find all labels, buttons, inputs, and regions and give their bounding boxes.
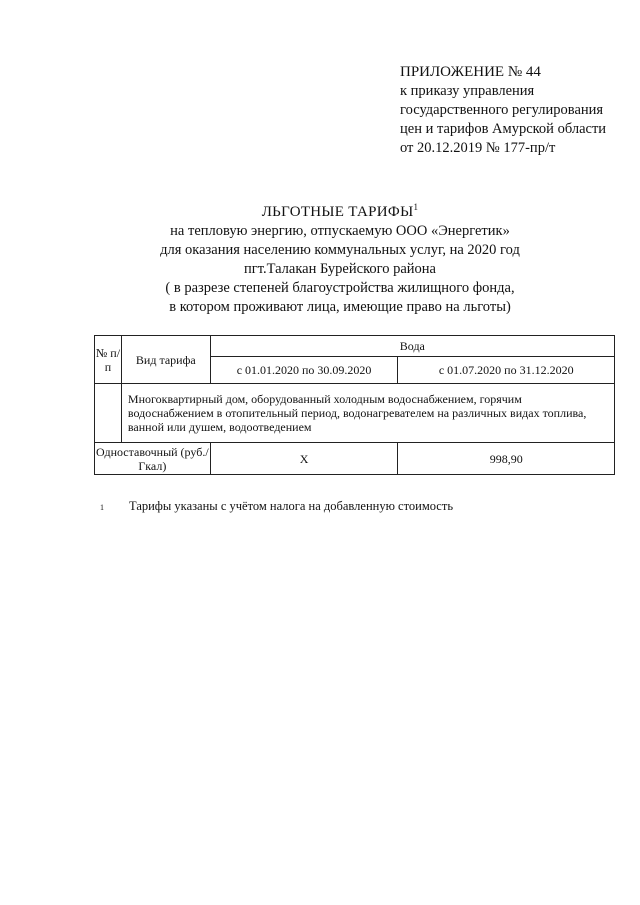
heading-line: для оказания населению коммунальных услуг, на 2020 год — [160, 242, 520, 258]
appendix-line: от 20.12.2019 № 177-пр/т — [400, 140, 556, 156]
empty-number-cell — [95, 384, 122, 443]
table-row — [95, 443, 615, 475]
tariff-type-cell: Одноставочный (руб./Гкал) — [95, 444, 209, 473]
appendix-line: к приказу управления — [400, 83, 535, 99]
title-footnote-ref: 1 — [413, 202, 419, 212]
header-period-2-cell: с 01.07.2020 по 31.12.2020 — [398, 357, 615, 384]
tariff-table — [94, 335, 615, 475]
heading-line: ( в разрезе степеней благоустройства жилищного фонда, — [165, 280, 515, 296]
table-header-row — [95, 336, 615, 357]
header-period-1-cell: с 01.01.2020 по 30.09.2020 — [210, 357, 398, 384]
heading-line: в котором проживают лица, имеющие право на льготы) — [169, 299, 511, 315]
heading-line: на тепловую энергию, отпускаемую ООО «Энергетик» — [170, 223, 510, 239]
appendix-block — [400, 62, 630, 158]
tariff-value-period-1-cell: Х — [210, 443, 398, 475]
appendix-title: ПРИЛОЖЕНИЕ № 44 — [400, 64, 541, 80]
appendix-line: цен и тарифов Амурской области — [400, 121, 607, 137]
housing-description-cell: Многоквартирный дом, оборудованный холодным водоснабжением, горячим водоснабжением в отопительный период, водонагревателем на различных видах топлива, ванной или душем, водоотведением — [121, 384, 614, 443]
header-number-cell: № п/п — [95, 336, 122, 384]
footnote-text: Тарифы указаны с учётом налога на добавленную стоимость — [129, 499, 454, 513]
document-title — [60, 202, 620, 222]
document-heading — [60, 202, 620, 317]
tariff-value-period-2-cell: 998,90 — [398, 443, 615, 475]
heading-line: пгт.Талакан Бурейского района — [244, 261, 436, 277]
appendix-line: государственного регулирования — [400, 102, 604, 118]
header-tariff-type-cell: Вид тарифа — [121, 336, 210, 384]
footnote-mark: 1 — [100, 503, 104, 512]
header-water-group-cell: Вода — [210, 336, 614, 357]
document-title-text: ЛЬГОТНЫЕ ТАРИФЫ — [261, 204, 414, 220]
table-row — [95, 384, 615, 443]
